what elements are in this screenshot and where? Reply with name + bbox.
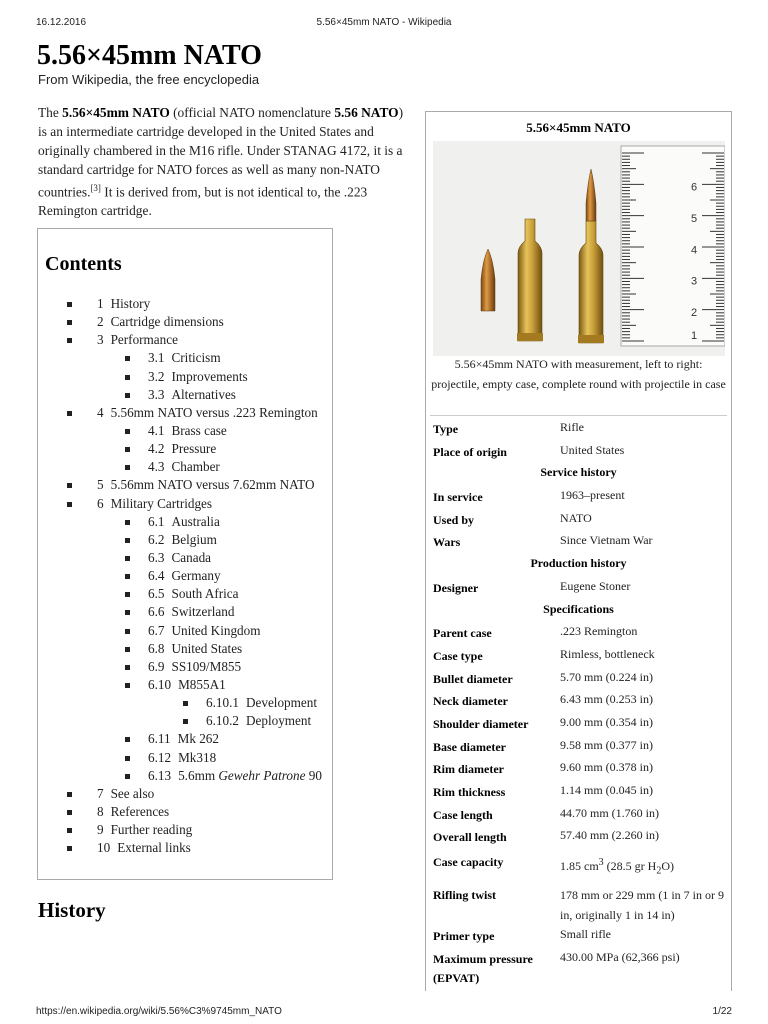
toc-item[interactable] [38, 785, 332, 803]
row-value[interactable]: Eugene Stoner [560, 578, 631, 593]
toc-number: 4.2 [148, 441, 165, 457]
toc-text: Mk 262 [177, 731, 219, 747]
toc-text: Chamber [171, 459, 220, 475]
row-label: Bullet diameter [433, 671, 513, 686]
row-type [426, 416, 731, 439]
row-overall-length [426, 824, 731, 847]
toc-number: 6.9 [148, 658, 165, 674]
infobox-title: 5.56×45mm NATO [526, 120, 631, 135]
row-label: Case length [433, 807, 493, 822]
row-value[interactable]: NATO [560, 510, 592, 525]
intro-text: The [38, 105, 63, 120]
row-label: Designer [433, 580, 479, 595]
row-label: Type [433, 422, 459, 436]
toc-number: 4.3 [148, 459, 165, 475]
toc-text: Mk318 [178, 749, 217, 765]
toc-text: Canada [171, 549, 212, 565]
toc-text: Alternatives [171, 386, 236, 402]
toc-number: 6.2 [148, 531, 165, 547]
toc-item[interactable] [38, 730, 332, 748]
row-bullet-diameter [426, 666, 731, 689]
row-designer [426, 575, 731, 598]
infobox [425, 111, 732, 991]
toc-text: History [110, 296, 151, 311]
row-in-service [426, 484, 731, 507]
intro-bold-term: 5.56 NATO [334, 105, 399, 120]
toc-text: Germany [171, 568, 221, 584]
toc-item[interactable] [38, 349, 332, 367]
toc-item[interactable] [38, 640, 332, 658]
toc-item[interactable] [38, 767, 332, 785]
row-value: 5.70 mm (0.224 in) [560, 669, 653, 684]
row-value: 57.40 mm (2.260 in) [560, 828, 659, 843]
toc-number: 6.8 [148, 640, 165, 656]
row-rim-thickness [426, 779, 731, 802]
row-value[interactable]: Rifle [560, 420, 584, 434]
toc-item[interactable] [38, 567, 332, 585]
row-value[interactable]: Rimless, bottleneck [560, 646, 655, 661]
row-value: 9.60 mm (0.378 in) [560, 760, 653, 775]
row-label: Overall length [433, 830, 507, 845]
toc-item[interactable] [38, 676, 332, 694]
toc-item[interactable] [38, 313, 332, 331]
row-max-pressure [426, 946, 731, 990]
toc-text: Switzerland [171, 604, 235, 620]
toc-list [38, 295, 332, 857]
intro-text: ) is an intermediate cartridge developed in the United States and originally chambered in the M16 rifle. Under STANAG 4172, it is a standard cartridge for NATO forces as well as many non-NATO countries. [38, 105, 404, 200]
toc-number: 6 [97, 495, 104, 511]
toc-number: 6.6 [148, 604, 165, 620]
capacity-sup: 3 [598, 857, 604, 869]
row-label: Case capacity [433, 855, 504, 870]
toc-item[interactable] [38, 749, 332, 767]
row-label: Parent case [433, 626, 492, 641]
row-value[interactable]: .223 Remington [560, 624, 638, 639]
capacity-mid: (28.5 gr H [603, 859, 657, 874]
toc-item[interactable] [38, 658, 332, 676]
row-label: Primer type [433, 929, 495, 944]
toc-number: 6.3 [148, 549, 165, 565]
toc-text: Further reading [110, 822, 193, 838]
toc-text: M855A1 [178, 676, 226, 692]
toc-number: 6.4 [148, 568, 165, 584]
toc-text: Performance [110, 332, 178, 348]
toc-text: 5.56mm NATO versus .223 Remington [110, 404, 318, 420]
toc-item[interactable] [38, 712, 332, 730]
toc-number: 4.1 [148, 422, 165, 438]
intro-text: (official NATO nomenclature [169, 105, 335, 120]
toc-title: Contents [45, 253, 122, 275]
toc-italic: Gewehr Patrone [218, 767, 306, 783]
toc-item[interactable] [38, 458, 332, 476]
toc-number: 6.10 [148, 676, 172, 692]
row-rim-diameter [426, 756, 731, 779]
print-url: https://en.wikipedia.org/wiki/5.56%C3%9745mm_NATO [36, 1006, 282, 1017]
toc-text: Cartridge dimensions [110, 314, 224, 330]
toc-number: 3.3 [148, 386, 165, 402]
toc-text: United Kingdom [171, 622, 261, 638]
ruler-label: 5 [691, 213, 698, 225]
toc-text: South Africa [171, 586, 239, 602]
toc-item[interactable] [38, 839, 332, 857]
toc-number: 3.1 [148, 350, 165, 366]
capacity-sub: 2 [656, 865, 662, 877]
row-label: Shoulder diameter [433, 716, 529, 731]
toc-text: Belgium [171, 531, 217, 547]
toc-item[interactable] [38, 549, 332, 567]
ruler-label: 1 [691, 330, 698, 342]
row-label: Used by [433, 512, 475, 527]
row-label: Base diameter [433, 739, 506, 754]
capacity-end: O) [661, 859, 675, 874]
section-production-history: Production history [530, 556, 627, 571]
toc-text: 5.6mm [178, 767, 219, 783]
toc-number: 1 [97, 296, 104, 311]
history-heading: History [38, 898, 106, 922]
toc-text: 5.56mm NATO versus 7.62mm NATO [110, 477, 315, 493]
toc-text: See also [110, 785, 155, 801]
infobox-caption: 5.56×45mm NATO with measurement, left to right: projectile, empty case, complete round with projectile in case [431, 357, 726, 391]
table-of-contents [37, 228, 333, 880]
toc-number: 6.1 [148, 513, 165, 529]
row-value[interactable]: Since Vietnam War [560, 533, 653, 548]
citation-link[interactable]: [3] [90, 183, 101, 193]
row-value: 430.00 MPa (62,366 psi) [560, 949, 680, 964]
row-neck-diameter [426, 688, 731, 711]
row-label: Rifling twist [433, 888, 496, 903]
toc-number: 5 [97, 477, 104, 493]
row-label: In service [433, 490, 483, 505]
toc-item[interactable] [38, 440, 332, 458]
cartridge-photo [433, 141, 725, 356]
toc-item[interactable] [38, 295, 332, 313]
toc-number: 6.10.2 [206, 713, 239, 729]
row-case-length [426, 802, 731, 825]
toc-number: 6.7 [148, 622, 165, 638]
toc-text: Improvements [171, 368, 248, 384]
toc-text: Brass case [171, 422, 227, 438]
print-date: 16.12.2016 [36, 17, 87, 28]
row-value: 44.70 mm (1.760 in) [560, 805, 659, 820]
row-parent-case [426, 620, 731, 643]
row-label: Rim thickness [433, 785, 506, 799]
toc-item[interactable] [38, 585, 332, 603]
row-value: United States [560, 442, 625, 457]
toc-number: 8 [97, 803, 104, 819]
tagline: From Wikipedia, the free encyclopedia [38, 72, 260, 87]
print-page-title: 5.56×45mm NATO - Wikipedia [316, 17, 452, 28]
row-label: Neck diameter [433, 694, 508, 709]
toc-number: 9 [97, 822, 104, 838]
ruler-label: 2 [691, 307, 698, 319]
toc-item[interactable] [38, 603, 332, 621]
toc-text: SS109/M855 [171, 658, 242, 674]
ruler-label: 3 [691, 275, 698, 288]
ruler-label: 6 [691, 181, 698, 194]
row-value: 1963–present [560, 488, 625, 503]
toc-number: 6.11 [148, 731, 171, 747]
row-value [560, 853, 725, 881]
ruler-label: 4 [691, 244, 698, 257]
print-page-number: 1/22 [712, 1006, 732, 1017]
toc-item[interactable] [38, 622, 332, 640]
row-origin [426, 439, 731, 462]
toc-item[interactable] [38, 694, 332, 712]
toc-number: 6.12 [148, 749, 172, 765]
toc-item[interactable] [38, 386, 332, 404]
toc-item[interactable] [38, 495, 332, 513]
row-rifling-twist [426, 880, 731, 923]
row-value: 9.58 mm (0.377 in) [560, 737, 653, 752]
toc-number: 3.2 [148, 368, 165, 384]
toc-number: 2 [97, 314, 104, 330]
page-title: 5.56×45mm NATO [37, 40, 262, 71]
toc-text: Criticism [171, 350, 221, 366]
row-primer-type [426, 923, 731, 946]
row-used-by [426, 507, 731, 530]
intro-paragraph [38, 103, 404, 220]
row-label: Case type [433, 648, 483, 663]
toc-item[interactable] [38, 513, 332, 531]
toc-text: Military Cartridges [110, 495, 213, 511]
toc-item[interactable] [38, 803, 332, 821]
toc-number: 7 [97, 785, 104, 801]
toc-item[interactable] [38, 531, 332, 549]
toc-number: 4 [97, 404, 104, 420]
toc-item[interactable] [38, 368, 332, 386]
toc-item[interactable] [38, 476, 332, 494]
row-label: Rim diameter [433, 762, 504, 777]
toc-item[interactable] [38, 422, 332, 440]
intro-bold-term: 5.56×45mm NATO [62, 105, 170, 120]
toc-text: United States [171, 640, 243, 656]
row-label: Maximum pressure (EPVAT) [433, 951, 533, 985]
row-value: 9.00 mm (0.354 in) [560, 714, 653, 729]
infobox-rows [426, 416, 731, 990]
toc-item[interactable] [38, 404, 332, 422]
row-value: 1.14 mm (0.045 in) [560, 783, 653, 797]
toc-text: Pressure [171, 441, 217, 457]
row-label: Place of origin [433, 444, 507, 459]
toc-number: 3 [97, 332, 104, 348]
intro-text: It is derived from, but is not identical to, the .223 Remington cartridge. [38, 184, 368, 219]
row-case-type [426, 643, 731, 666]
section-service-history: Service history [540, 465, 617, 480]
toc-text: Australia [171, 513, 220, 529]
toc-text: Deployment [245, 713, 312, 729]
section-specifications: Specifications [543, 601, 614, 616]
toc-number: 6.5 [148, 586, 165, 602]
toc-number: 6.10.1 [206, 695, 239, 711]
capacity-number: 1.85 cm [560, 859, 599, 874]
toc-item[interactable] [38, 821, 332, 839]
row-base-diameter [426, 734, 731, 757]
row-value: 6.43 mm (0.253 in) [560, 692, 653, 707]
toc-item[interactable] [38, 331, 332, 349]
toc-after: 90 [305, 767, 322, 783]
row-value: Small rifle [560, 927, 611, 942]
row-label: Wars [433, 535, 461, 550]
toc-text: External links [117, 840, 191, 856]
row-case-capacity [426, 847, 731, 880]
row-value: 178 mm or 229 mm (1 in 7 in or 9 in, originally 1 in 14 in) [560, 888, 724, 922]
row-shoulder-diameter [426, 711, 731, 734]
toc-number: 10 [97, 840, 111, 856]
ruler [621, 146, 725, 346]
toc-number: 6.13 [148, 767, 172, 783]
row-wars [426, 529, 731, 552]
toc-text: References [110, 803, 170, 819]
toc-text: Development [245, 695, 318, 711]
